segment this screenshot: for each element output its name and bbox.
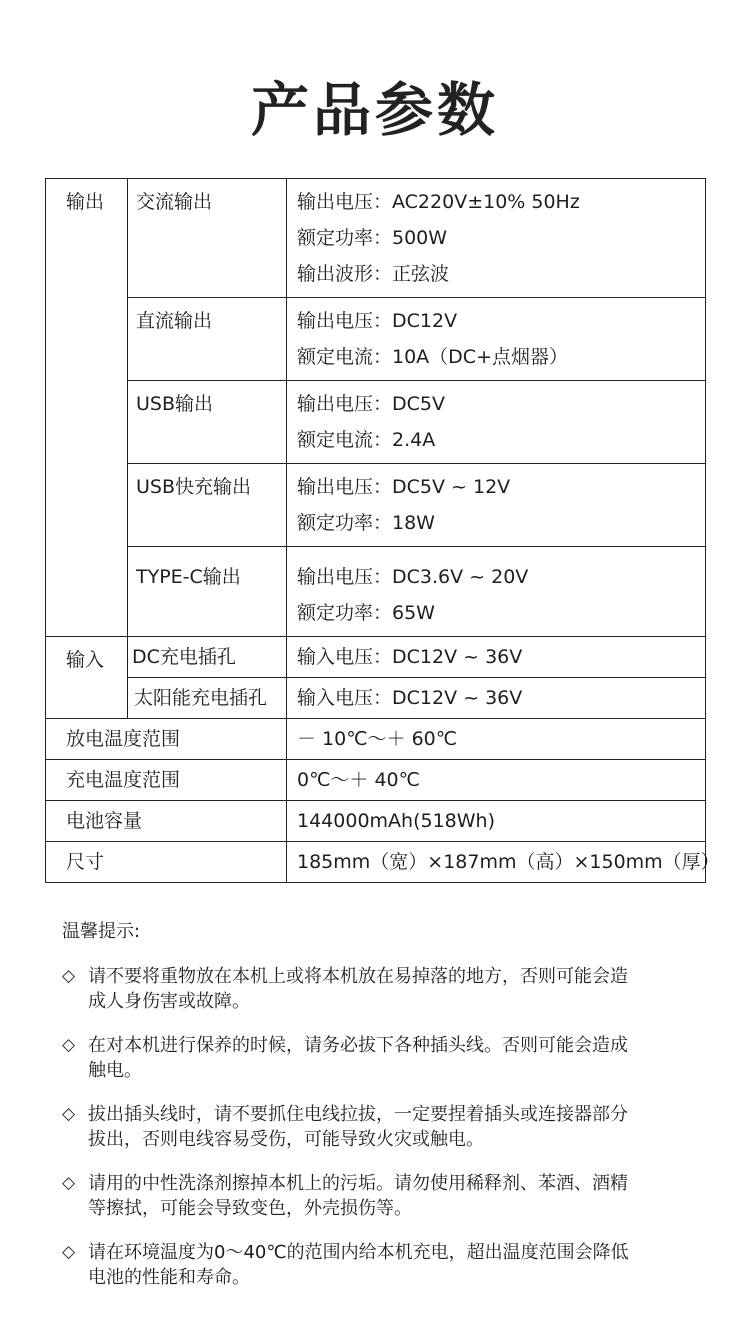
spec-line: 输出电压：DC5V ~ 12V — [297, 476, 511, 498]
tip-line: 拔出插头线时，请不要抓住电线拉拔，一定要捏着插头或连接器部分 — [88, 1104, 628, 1125]
tip-line: 请在环境温度为0～40℃的范围内给本机充电，超出温度范围会降低 — [88, 1242, 629, 1263]
spec-line: 额定电流：10A（DC+点烟器） — [297, 346, 568, 368]
diamond-icon: ◇ — [62, 1035, 76, 1055]
spec-name: 太阳能充电插孔 — [128, 678, 287, 719]
spec-name: 电池容量 — [46, 801, 287, 842]
spec-name: 充电温度范围 — [46, 760, 287, 801]
spec-value: 0℃～＋ 40℃ — [287, 760, 706, 801]
spec-table — [45, 178, 720, 883]
table-row — [46, 547, 706, 637]
tip-line: 拔出，否则电线容易受伤，可能导致火灾或触电。 — [88, 1129, 484, 1150]
table-row — [46, 760, 706, 801]
tip-line: 在对本机进行保养的时候，请务必拔下各种插头线。否则可能会造成 — [88, 1035, 628, 1056]
diamond-icon: ◇ — [62, 1173, 76, 1193]
diamond-icon: ◇ — [62, 1242, 76, 1262]
spec-name: DC充电插孔 — [128, 637, 287, 678]
tip-line: 电池的性能和寿命。 — [88, 1267, 250, 1288]
spec-name: 交流输出 — [128, 179, 287, 298]
tips-section — [62, 918, 702, 1309]
table-row — [46, 719, 706, 760]
spec-values — [287, 381, 706, 464]
spec-name: 尺寸 — [46, 842, 287, 883]
spec-line: 输出电压：DC5V — [297, 393, 445, 415]
spec-line: 额定功率：18W — [297, 512, 435, 534]
spec-values: 输入电压：DC12V ~ 36V — [287, 678, 706, 719]
tip-item — [62, 1240, 702, 1290]
spec-values: 输入电压：DC12V ~ 36V — [287, 637, 706, 678]
spec-line: 输出电压：AC220V±10% 50Hz — [297, 191, 580, 213]
page-title: 产品参数 — [250, 76, 499, 144]
table-row — [46, 801, 706, 842]
table-row — [46, 637, 706, 678]
diamond-icon: ◇ — [62, 966, 76, 986]
tip-line: 成人身伤害或故障。 — [88, 991, 250, 1012]
tip-line: 等擦拭，可能会导致变色，外壳损伤等。 — [88, 1198, 412, 1219]
table-row — [46, 842, 706, 883]
spec-value: 144000mAh(518Wh) — [287, 801, 706, 842]
tips-title: 温馨提示: — [62, 921, 141, 942]
spec-line: 额定功率：65W — [297, 602, 435, 624]
spec-line: 输出波形：正弦波 — [297, 263, 450, 285]
table-row — [46, 298, 706, 381]
tip-item — [62, 1033, 702, 1083]
spec-value: 185mm（宽）×187mm（高）×150mm（厚） — [287, 842, 706, 883]
tip-line: 请不要将重物放在本机上或将本机放在易掉落的地方，否则可能会造 — [88, 966, 628, 987]
tip-item — [62, 1102, 702, 1152]
spec-values — [287, 464, 706, 547]
spec-line: 输出电压：DC3.6V ~ 20V — [297, 566, 529, 588]
spec-name: 直流输出 — [128, 298, 287, 381]
diamond-icon: ◇ — [62, 1104, 76, 1124]
tip-item — [62, 1171, 702, 1221]
table-row — [46, 678, 706, 719]
section-label-input: 输入 — [46, 637, 128, 719]
spec-name: TYPE-C输出 — [128, 547, 287, 637]
spec-values — [287, 298, 706, 381]
section-label-output: 输出 — [46, 179, 128, 637]
spec-line: 输出电压：DC12V — [297, 310, 458, 332]
tip-line: 触电。 — [88, 1060, 142, 1081]
spec-line: 额定功率：500W — [297, 227, 448, 249]
spec-name: USB快充输出 — [128, 464, 287, 547]
spec-value: － 10℃～＋ 60℃ — [287, 719, 706, 760]
table-row — [46, 464, 706, 547]
spec-line: 额定电流：2.4A — [297, 429, 436, 451]
table-row — [46, 179, 706, 298]
spec-name: 放电温度范围 — [46, 719, 287, 760]
tip-line: 请用的中性洗涤剂擦掉本机上的污垢。请勿使用稀释剂、苯酒、酒精 — [88, 1173, 628, 1194]
table-row — [46, 381, 706, 464]
spec-values — [287, 547, 706, 637]
spec-name: USB输出 — [128, 381, 287, 464]
spec-values — [287, 179, 706, 298]
tip-item — [62, 964, 702, 1014]
